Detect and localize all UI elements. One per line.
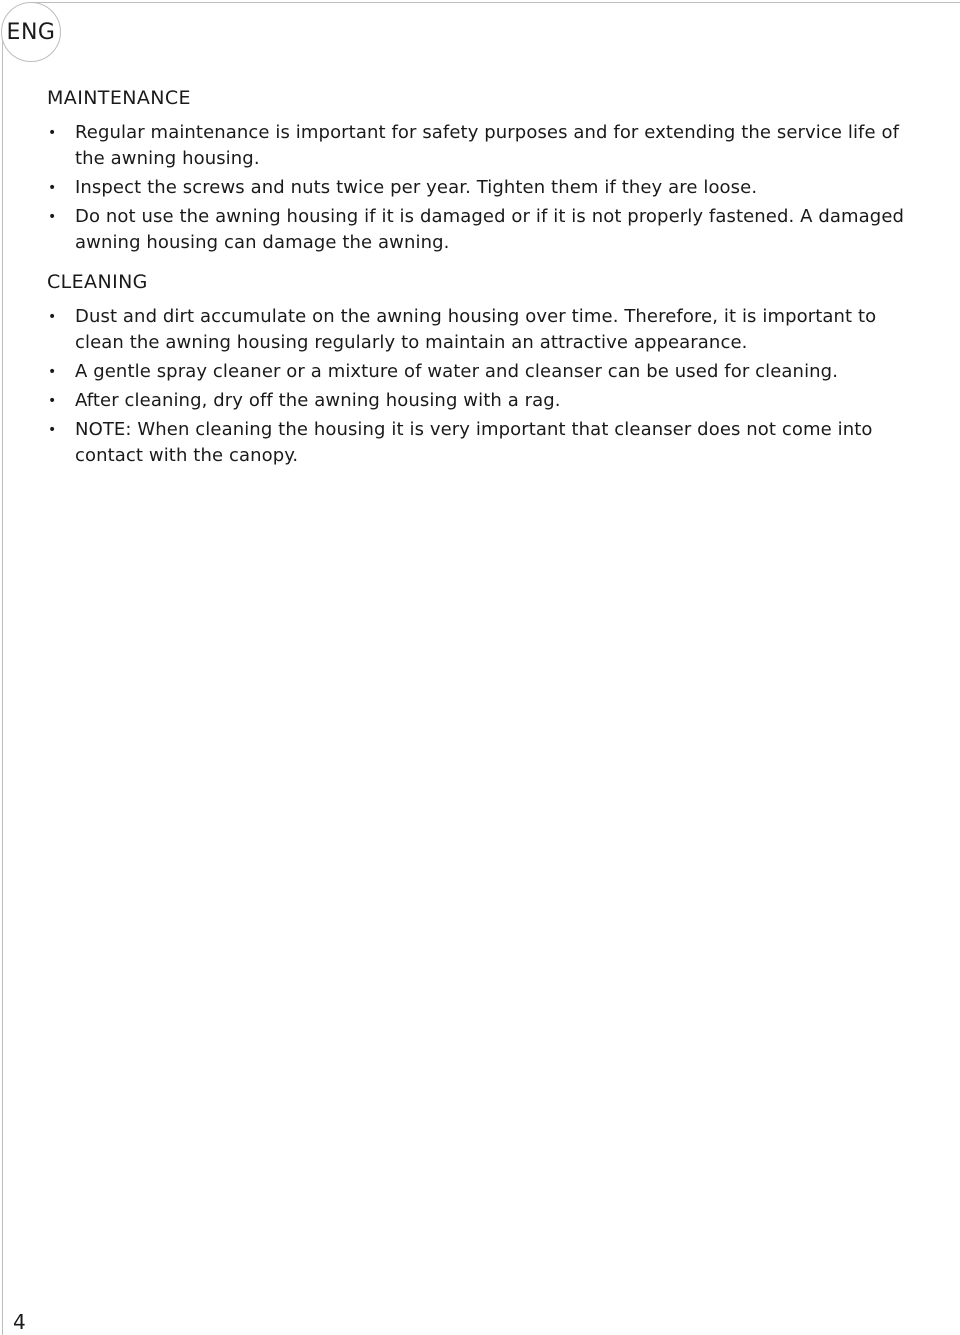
list-item xyxy=(47,388,907,414)
list-item-text: Inspect the screws and nuts twice per year. Tighten them if they are loose. xyxy=(75,177,758,198)
list-item-text: After cleaning, dry off the awning housing with a rag. xyxy=(75,390,561,411)
list-item xyxy=(47,175,907,201)
maintenance-list xyxy=(47,120,907,256)
bullet-icon: • xyxy=(48,209,57,225)
bullet-icon: • xyxy=(48,180,57,196)
list-item-text: NOTE: When cleaning the housing it is very important that cleanser does not come into contact with the canopy. xyxy=(75,419,873,466)
list-item-text: Dust and dirt accumulate on the awning housing over time. Therefore, it is important to clean the awning housing regularly to maintain an attractive appearance. xyxy=(75,306,877,353)
document-content xyxy=(47,84,907,472)
bullet-icon: • xyxy=(48,364,57,380)
list-item-text: A gentle spray cleaner or a mixture of water and cleanser can be used for cleaning. xyxy=(75,361,839,382)
maintenance-heading: MAINTENANCE xyxy=(47,87,191,109)
list-item xyxy=(47,417,907,469)
list-item xyxy=(47,120,907,172)
list-item-text: Do not use the awning housing if it is damaged or if it is not properly fastened. A damaged awning housing can damage the awning. xyxy=(75,206,905,253)
bullet-icon: • xyxy=(48,309,57,325)
list-item-text: Regular maintenance is important for safety purposes and for extending the service life of the awning housing. xyxy=(75,122,900,169)
page-number: 4 xyxy=(13,1310,26,1334)
frame-left-border xyxy=(2,32,3,1335)
language-badge: ENG xyxy=(1,2,61,62)
list-item xyxy=(47,359,907,385)
frame-top-border xyxy=(30,2,960,3)
bullet-icon: • xyxy=(48,125,57,141)
bullet-icon: • xyxy=(48,422,57,438)
cleaning-list xyxy=(47,304,907,469)
bullet-icon: • xyxy=(48,393,57,409)
list-item xyxy=(47,204,907,256)
cleaning-heading: CLEANING xyxy=(47,271,148,293)
list-item xyxy=(47,304,907,356)
